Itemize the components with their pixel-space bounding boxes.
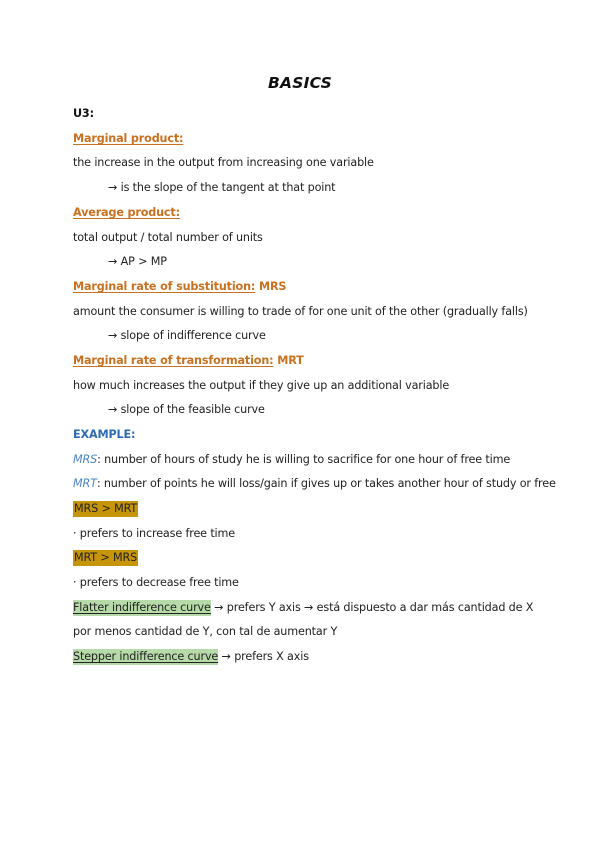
mrs-heading-line [73, 279, 286, 295]
mrt-abbrev: MRT [273, 354, 304, 367]
mrs-abbrev: MRS [255, 280, 287, 293]
steeper-text: → prefers X axis [218, 650, 309, 663]
example-mrs-label: MRS [73, 453, 98, 466]
mrs-heading: Marginal rate of substitution: [73, 280, 256, 293]
unit-label: U3: [73, 107, 94, 120]
flatter-label: Flatter indifference curve [73, 601, 211, 614]
flatter-continuation: por menos cantidad de Y, con tal de aumentar Y [73, 625, 338, 638]
example-mrt-label: MRT [73, 477, 97, 490]
mrs-definition: amount the consumer is willing to trade of for one unit of the other (gradually falls) [73, 305, 528, 318]
steeper-label: Stepper indifference curve [73, 650, 219, 663]
marginal-product-definition: the increase in the output from increasing one variable [73, 156, 374, 169]
average-product-definition: total output / total number of units [73, 231, 263, 244]
average-product-note: → AP > MP [108, 255, 167, 268]
case1-text: · prefers to increase free time [73, 527, 235, 540]
example-mrs-text: : number of hours of study he is willing to sacrifice for one hour of free time [97, 453, 511, 466]
example-heading: EXAMPLE: [73, 428, 136, 441]
example-mrs-line [73, 452, 510, 468]
mrs-note: → slope of indifference curve [108, 329, 266, 342]
mrt-definition: how much increases the output if they give up an additional variable [73, 379, 450, 392]
case2-text: · prefers to decrease free time [73, 576, 239, 589]
example-mrt-text: : number of points he will loss/gain if gives up or takes another hour of study or free [96, 477, 556, 490]
average-product-heading-line [73, 205, 180, 221]
mrt-note: → slope of the feasible curve [108, 403, 265, 416]
average-product-heading: Average product: [73, 206, 180, 219]
flatter-line [73, 600, 533, 616]
case1-label-line [73, 501, 138, 517]
case2-label: MRT > MRS [74, 551, 138, 564]
example-mrt-line [73, 476, 556, 492]
mrt-heading: Marginal rate of transformation: [73, 354, 274, 367]
steeper-line [73, 649, 309, 665]
marginal-product-note: → is the slope of the tangent at that point [108, 181, 336, 194]
flatter-text: → prefers Y axis → está dispuesto a dar más cantidad de X [210, 601, 534, 614]
marginal-product-heading: Marginal product: [73, 132, 184, 145]
mrt-heading-line [73, 353, 304, 369]
marginal-product-heading-line [73, 131, 183, 147]
case1-label: MRS > MRT [74, 502, 138, 515]
page-title: BASICS [268, 74, 332, 92]
case2-label-line [73, 550, 138, 566]
